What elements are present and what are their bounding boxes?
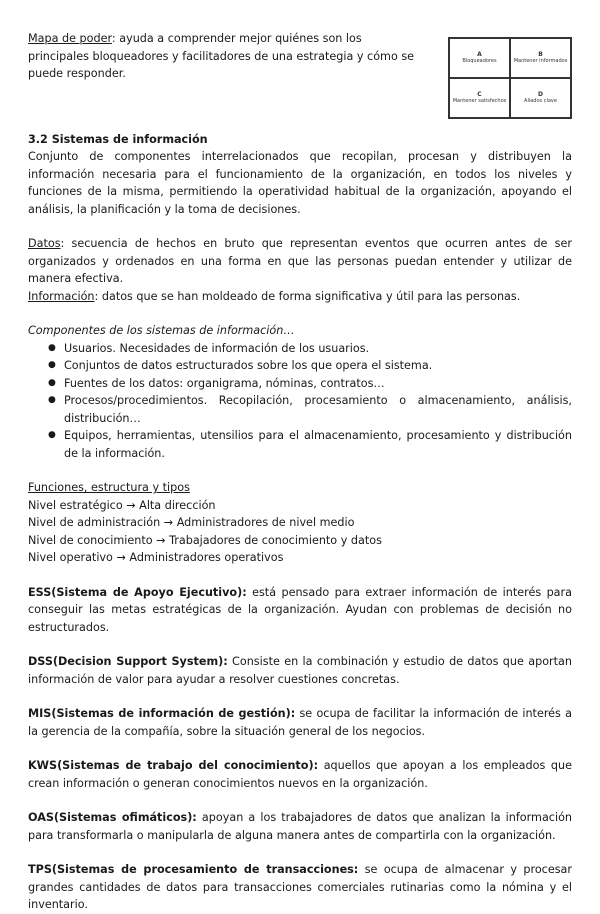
matrix-cell-d: D Aliados clave	[510, 78, 571, 118]
section-definition: Conjunto de componentes interrelacionados que recopilan, procesan y distribuyen la información necesaria para el funcionamiento de la organización, en todos los niveles y funciones de la misma, permitiendo la operatividad habitual de la organización, apoyando el análisis, la planificación y la toma de decisiones.	[28, 150, 572, 216]
list-item: ● Usuarios. Necesidades de información de los usuarios.	[28, 340, 572, 358]
funciones-title: Funciones, estructura y tipos	[28, 481, 190, 494]
datos-term: Datos	[28, 237, 61, 250]
system-name: ESS(Sistema de Apoyo Ejecutivo):	[28, 585, 247, 599]
system-name: DSS(Decision Support System):	[28, 655, 228, 668]
list-item: ● Procesos/procedimientos. Recopilación, procesamiento o almacenamiento, análisis, distribución…	[28, 392, 572, 427]
datos-paragraph	[28, 235, 572, 288]
datos-text: : secuencia de hechos en bruto que representan eventos que ocurren antes de ser organizados y ordenados en una forma en que las personas puedan entender y utilizar de manera efectiva.	[28, 237, 572, 285]
intro-text: : ayuda a comprender mejor quiénes son los principales bloqueadores y facilitadores de una estrategia y cómo se puede responder.	[28, 32, 415, 80]
system-dss	[28, 653, 572, 688]
system-text: se ocupa de almacenar y procesar grandes cantidades de datos para transacciones comerciales rutinarias como la nómina y el inventario.	[28, 863, 572, 911]
matrix-cell-a: A Bloqueadores	[449, 38, 510, 78]
list-item: ● Conjuntos de datos estructurados sobre los que opera el sistema.	[28, 357, 572, 375]
system-name: MIS(Sistemas de información de gestión):	[28, 707, 296, 720]
componentes-list	[28, 340, 572, 463]
system-ess	[28, 584, 572, 637]
system-oas	[28, 809, 572, 844]
level-item: Nivel estratégico → Alta dirección	[28, 498, 216, 512]
system-text: aquellos que apoyan a los empleados que crean información o generan conocimientos nuevos en la organización.	[28, 759, 573, 790]
level-item: Nivel de conocimiento → Trabajadores de conocimiento y datos	[28, 533, 382, 547]
list-item: ● Fuentes de los datos: organigrama, nóminas, contratos…	[28, 375, 572, 393]
list-item: ● Equipos, herramientas, utensilios para el almacenamiento, procesamiento y distribución de la información.	[28, 427, 572, 462]
informacion-text: : datos que se han moldeado de forma significativa y útil para las personas.	[94, 289, 521, 303]
level-item: Nivel operativo → Administradores operativos	[28, 551, 284, 564]
section-heading: 3.2 Sistemas de información	[28, 132, 208, 146]
level-item: Nivel de administración → Administradores de nivel medio	[28, 516, 355, 529]
system-text: está pensado para extraer información de interés para conseguir las metas estratégicas de la organización. Ayudan con problemas de decisión no estructurados.	[28, 585, 572, 634]
system-text: Consiste en la combinación y estudio de datos que aportan información de valor para ayudar a resolver cuestiones concretas.	[28, 655, 572, 686]
system-tps	[28, 861, 572, 914]
informacion-paragraph	[28, 288, 572, 306]
intro-term: Mapa de poder	[28, 32, 112, 45]
matrix-cell-c: C Mantener satisfechos	[449, 78, 510, 118]
matrix-cell-b: B Mantener informados	[510, 38, 571, 78]
system-name: TPS(Sistemas de procesamiento de transacciones:	[28, 863, 359, 876]
system-kws	[28, 757, 572, 792]
document-page	[28, 30, 572, 914]
system-mis	[28, 705, 572, 740]
system-text: se ocupa de facilitar la información de interés a la gerencia de la compañía, sobre la situación general de los negocios.	[28, 707, 572, 738]
intro-paragraph	[28, 30, 418, 83]
system-name: KWS(Sistemas de trabajo del conocimiento):	[28, 759, 319, 772]
system-name: OAS(Sistemas ofimáticos):	[28, 811, 197, 824]
system-text: apoyan a los trabajadores de datos que analizan la información para transformarla o manipularla de alguna manera antes de compartirla con la organización.	[28, 811, 573, 842]
componentes-title: Componentes de los sistemas de información…	[28, 324, 295, 337]
informacion-term: Información	[28, 289, 95, 303]
